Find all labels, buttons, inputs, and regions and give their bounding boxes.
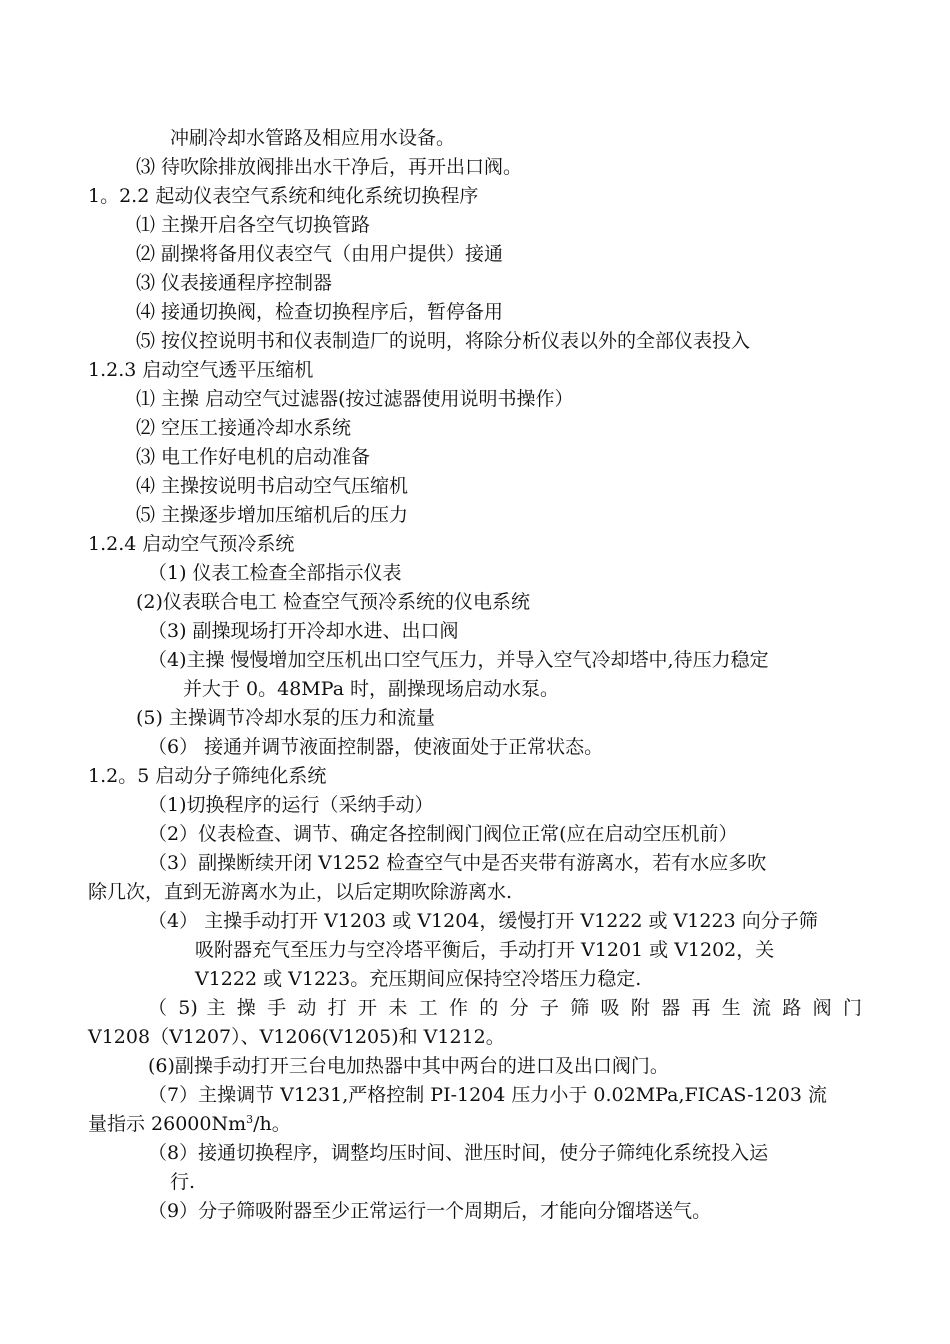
text-line: ⑶ 电工作好电机的启动准备 (136, 446, 371, 468)
text-line: ⑵ 副操将备用仪表空气（由用户提供）接通 (136, 243, 504, 265)
text-line: （1) 仪表工检查全部指示仪表 (148, 562, 402, 584)
text-line: ⑴ 主操 启动空气过滤器(按过滤器使用说明书操作） (136, 388, 574, 410)
text-line: （ 5) 主 操 手 动 打 开 未 工 作 的 分 子 筛 吸 附 器 再 生 流 路 阀 门 (148, 997, 862, 1019)
section-heading: 1.2.4 启动空气预冷系统 (88, 533, 295, 555)
text-line: V1222 或 V1223。充压期间应保持空冷塔压力稳定. (195, 968, 642, 990)
text-line: 并大于 0。48MPa 时，副操现场启动水泵。 (183, 678, 560, 700)
text-line: (6)副操手动打开三台电加热器中其中两台的进口及出口阀门。 (148, 1055, 669, 1077)
text-line: （2）仪表检查、调节、确定各控制阀门阀位正常(应在启动空压机前） (148, 823, 738, 845)
text-line: (2)仪表联合电工 检查空气预冷系统的仪电系统 (136, 591, 530, 613)
text-line: （4)主操 慢慢增加空压机出口空气压力，并导入空气冷却塔中,待压力稳定 (148, 649, 769, 671)
text-line: （9）分子筛吸附器至少正常运行一个周期后，才能向分馏塔送气。 (148, 1200, 712, 1222)
text-line: 冲刷冷却水管路及相应用水设备。 (170, 127, 456, 149)
text-line: （7）主操调节 V1231,严格控制 PI-1204 压力小于 0.02MPa,FICAS-1203 流 (148, 1084, 827, 1106)
text-line (88, 1112, 291, 1136)
text-line: ⑵ 空压工接通冷却水系统 (136, 417, 352, 439)
text-line: ⑶ 仪表接通程序控制器 (136, 272, 333, 294)
text-line: （8）接通切换程序，调整均压时间、泄压时间，使分子筛纯化系统投入运 (148, 1142, 769, 1164)
text-line: （1)切换程序的运行（采纳手动） (148, 794, 434, 816)
text-line: （6） 接通并调节液面控制器，使液面处于正常状态。 (148, 736, 604, 758)
text-line: ⑶ 待吹除排放阀排出水干净后，再开出口阀。 (136, 156, 523, 178)
text-line: 吸附器充气至压力与空冷塔平衡后，手动打开 V1201 或 V1202，关 (195, 939, 775, 961)
text-line: 除几次，直到无游离水为止，以后定期吹除游离水. (88, 881, 513, 903)
text-line: （4） 主操手动打开 V1203 或 V1204，缓慢打开 V1222 或 V1223 向分子筛 (148, 910, 818, 932)
text-line: （3) 副操现场打开冷却水进、出口阀 (148, 620, 459, 642)
text-line: ⑸ 主操逐步增加压缩机后的压力 (136, 504, 409, 526)
text-line: ⑷ 主操按说明书启动空气压缩机 (136, 475, 409, 497)
text-line: ⑴ 主操开启各空气切换管路 (136, 214, 371, 236)
text-line: （3）副操断续开闭 V1252 检查空气中是否夹带有游离水，若有水应多吹 (148, 852, 767, 874)
section-heading: 1。2.2 起动仪表空气系统和纯化系统切换程序 (88, 185, 479, 207)
text-line: 行. (170, 1171, 196, 1193)
section-heading: 1.2。5 启动分子筛纯化系统 (88, 765, 327, 787)
text-line: V1208（V1207）、V1206(V1205)和 V1212。 (88, 1026, 505, 1048)
section-heading: 1.2.3 启动空气透平压缩机 (88, 359, 314, 381)
text-segment: 量指示 26000Nm (88, 1113, 247, 1135)
text-line: (5) 主操调节冷却水泵的压力和流量 (136, 707, 435, 729)
superscript: 3 (246, 1113, 254, 1126)
text-segment: /h。 (253, 1113, 291, 1135)
text-line: ⑸ 按仪控说明书和仪表制造厂的说明，将除分析仪表以外的全部仪表投入 (136, 330, 751, 352)
text-line: ⑷ 接通切换阀，检查切换程序后，暂停备用 (136, 301, 504, 323)
